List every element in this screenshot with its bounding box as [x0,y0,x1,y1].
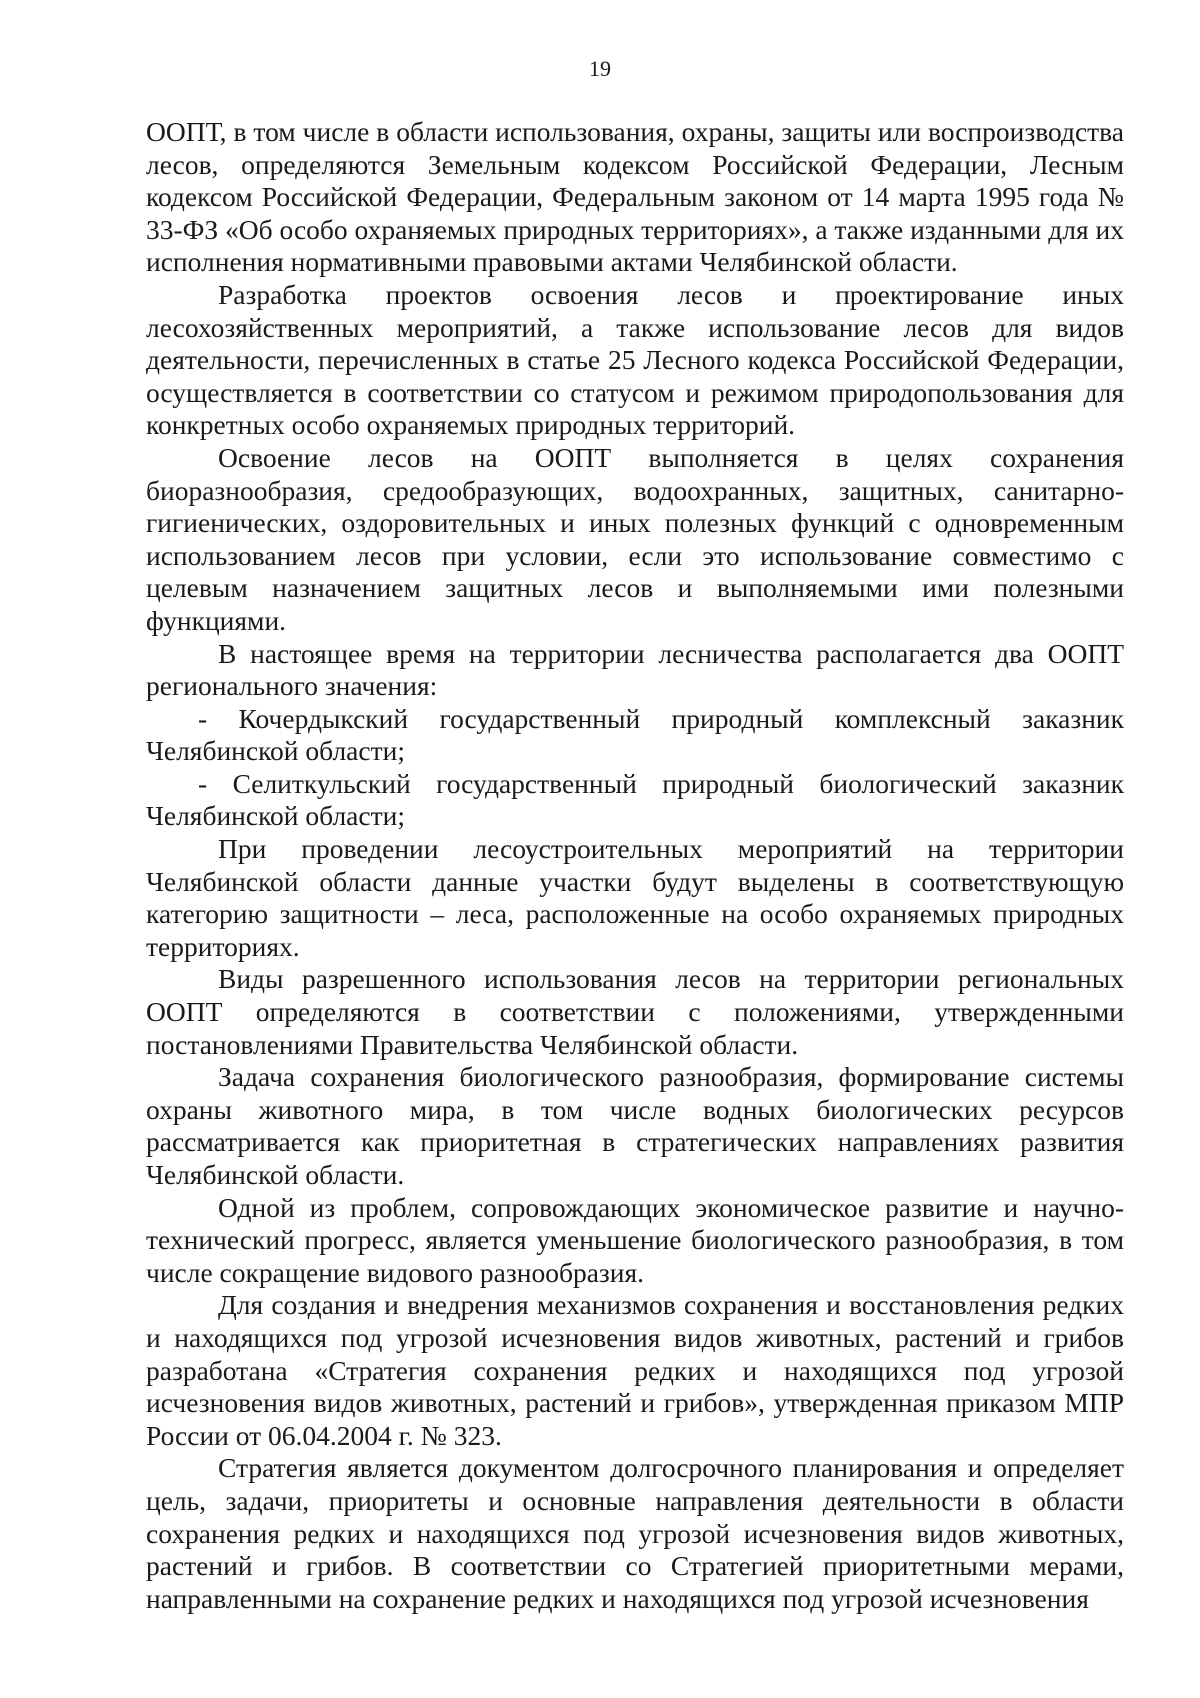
paragraph-biodiversity-problems: Одной из проблем, сопровождающих экономическое развитие и научно-технический прогресс, является уменьшение биологического разнообразия, в том числе сокращение видового разнообразия. [146,1191,1124,1288]
paragraph-biodiversity-task: Задача сохранения биологического разнообразия, формирование системы охраны животного мира, в том числе водных биологических ресурсов рассматривается как приоритетная в стратегических направлениях развития Челябинской области. [146,1061,1124,1190]
document-body [146,116,1124,1615]
paragraph-regional-oopt: В настоящее время на территории лесничества располагается два ООПТ регионального значения: [146,637,1124,702]
paragraph-strategy-development: Для создания и внедрения механизмов сохранения и восстановления редких и находящихся под угрозой исчезновения видов животных, растений и грибов разработана «Стратегия сохранения редких и находящихся под угрозой исчезновения видов животных, растений и грибов», утвержденная приказом МПР России от 06.04.2004 г. № 323. [146,1289,1124,1451]
page-number: 19 [589,56,611,81]
paragraph-forest-inventory: При проведении лесоустроительных мероприятий на территории Челябинской области данные участки будут выделены в соответствующую категорию защитности – леса, расположенные на особо охраняемых природных территориях. [146,833,1124,962]
paragraph-forest-development: Освоение лесов на ООПТ выполняется в целях сохранения биоразнообразия, средообразующих, водоохранных, защитных, санитарно-гигиенических, оздоровительных и иных полезных функций с одновременным использованием лесов при условии, если это использование совместимо с целевым назначением защитных лесов и выполняемыми ими полезными функциями. [146,441,1124,636]
paragraph-permitted-uses: Виды разрешенного использования лесов на территории региональных ООПТ определяются в соответствии с положениями, утвержденными постановлениями Правительства Челябинской области. [146,963,1124,1060]
paragraph-forest-projects: Разработка проектов освоения лесов и проектирование иных лесохозяйственных мероприятий, а также использование лесов для видов деятельности, перечисленных в статье 25 Лесного кодекса Российской Федерации, осуществляется в соответствии со статусом и режимом природопользования для конкретных особо охраняемых природных территорий. [146,278,1124,441]
list-item-selitkul-reserve: - Селиткульский государственный природный биологический заказник Челябинской области; [146,767,1124,832]
paragraph-oopt-legislation: ООПТ, в том числе в области использования, охраны, защиты или воспроизводства лесов, определяются Земельным кодексом Российской Федерации, Лесным кодексом Российской Федерации, Федеральным законом от 14 марта 1995 года № 33-ФЗ «Об особо охраняемых природных территориях», а также изданными для их исполнения нормативными правовыми актами Челябинской области. [146,116,1124,278]
list-item-kocherdyk-reserve: - Кочердыкский государственный природный комплексный заказник Челябинской области; [146,702,1124,767]
paragraph-strategy-definition: Стратегия является документом долгосрочного планирования и определяет цель, задачи, приоритеты и основные направления деятельности в области сохранения редких и находящихся под угрозой исчезновения видов животных, растений и грибов. В соответствии со Стратегией приоритетными мерами, направленными на сохранение редких и находящихся под угрозой исчезновения [146,1452,1124,1614]
